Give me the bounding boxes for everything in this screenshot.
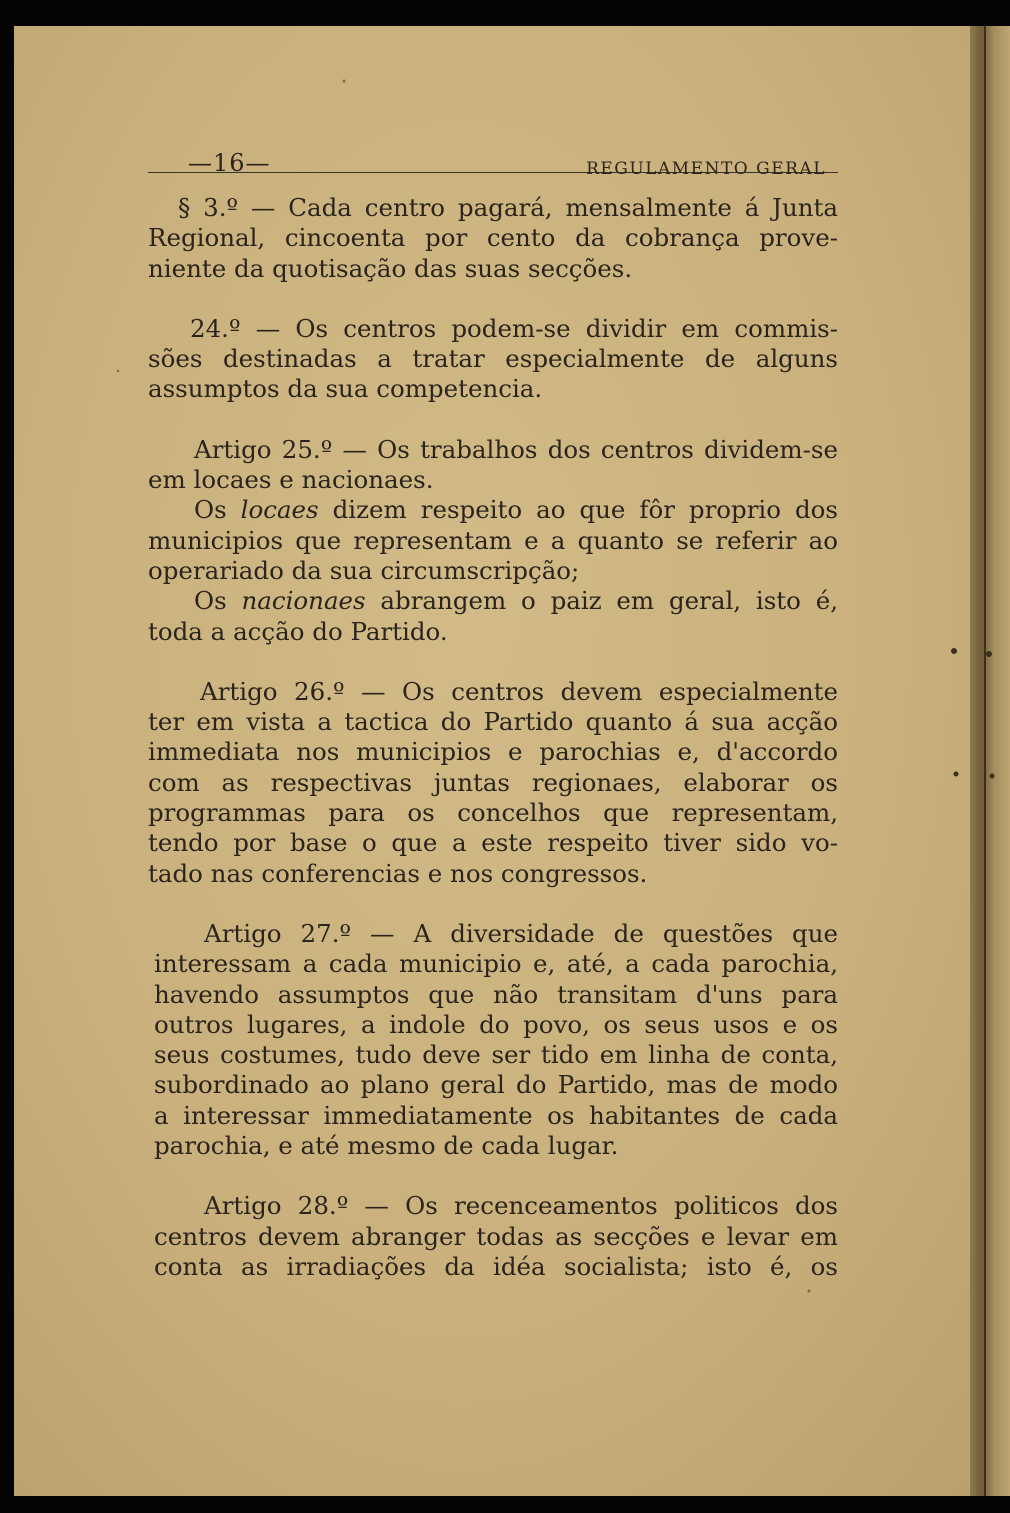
speck: [343, 80, 346, 83]
emphasis-locaes: locaes: [240, 495, 319, 525]
text-line: subordinado ao plano geral do Partido, mas de modo: [154, 1070, 838, 1100]
text-line: Artigo 28.º — Os recenceamentos politicos dos: [204, 1191, 838, 1221]
book-page: [14, 26, 1010, 1496]
text-line: interessam a cada municipio e, até, a cada parochia,: [154, 949, 838, 979]
text-line: [194, 495, 838, 525]
paragraph-article-25-nacionaes: [148, 586, 838, 647]
text-line: a interessar immediatamente os habitantes de cada: [154, 1100, 838, 1130]
text-line: havendo assumptos que não transitam d'uns para: [154, 979, 838, 1009]
text-line: com as respectivas juntas regionaes, elaborar os: [148, 767, 838, 797]
text-line: em locaes e nacionaes.: [148, 465, 434, 495]
text-line: § 3.º — Cada centro pagará, mensalmente á Junta: [178, 193, 838, 222]
paragraph-article-24: [148, 314, 838, 405]
text-fragment: Os: [194, 495, 241, 525]
text-line: Artigo 25.º — Os trabalhos dos centros dividem-se: [194, 434, 838, 464]
text-line: 24.º — Os centros podem-se dividir em commis-: [190, 313, 838, 343]
text-line: sões destinadas a tratar especialmente de alguns: [148, 344, 838, 374]
text-line: ter em vista a tactica do Partido quanto á sua acção: [148, 707, 838, 737]
speck: [954, 772, 959, 777]
text-fragment: abrangem o paiz em geral, isto é,: [365, 586, 838, 616]
text-line: Regional, cincoenta por cento da cobrança prove-: [148, 223, 838, 253]
text-line: [194, 586, 838, 616]
text-line: seus costumes, tudo deve ser tido em linha de conta,: [154, 1040, 838, 1070]
text-line: programmas para os concelhos que representam,: [148, 798, 838, 828]
page-number: —16—: [188, 149, 271, 177]
running-header: [148, 134, 838, 179]
text-line: immediata nos municipios e parochias e, d'accordo: [148, 737, 838, 767]
running-title: REGULAMENTO GERAL: [586, 159, 826, 179]
paragraph-article-25-locaes: [148, 495, 838, 586]
spine-crease: [984, 26, 986, 1496]
text-line: tado nas conferencias e nos congressos.: [148, 858, 648, 888]
text-line: outros lugares, a indole do povo, os seus usos e os: [154, 1009, 838, 1039]
paragraph-article-25: [148, 435, 838, 496]
text-line: toda a acção do Partido.: [148, 616, 448, 646]
paragraph-article-28: [154, 1191, 838, 1282]
page-text-block: [148, 134, 838, 1312]
text-line: centros devem abranger todas as secções e levar em: [154, 1221, 838, 1251]
emphasis-nacionaes: nacionaes: [241, 586, 366, 616]
text-fragment: dizem respeito ao que fôr proprio dos: [318, 495, 838, 525]
text-line: Artigo 26.º — Os centros devem especialmente: [200, 676, 838, 706]
paragraph-article-26: [148, 677, 838, 889]
text-line: Artigo 27.º — A diversidade de questões que: [204, 918, 838, 948]
text-line: niente da quotisação das suas secções.: [148, 253, 633, 283]
text-line: parochia, e até mesmo de cada lugar.: [154, 1131, 619, 1161]
paragraph-section-3: [148, 193, 838, 284]
text-fragment: Os: [194, 586, 242, 616]
text-line: conta as irradiações da idéa socialista; isto é, os: [154, 1251, 838, 1281]
speck: [117, 370, 119, 372]
speck: [951, 648, 957, 654]
text-line: assumptos da sua competencia.: [148, 374, 543, 404]
text-line: tendo por base o que a este respeito tiver sido vo-: [148, 828, 838, 858]
text-line: operariado da sua circumscripção;: [148, 555, 580, 585]
paragraph-article-27: [154, 919, 838, 1161]
text-line: municipios que representam e a quanto se referir ao: [148, 525, 838, 555]
page-spine-edge: [970, 26, 1010, 1496]
